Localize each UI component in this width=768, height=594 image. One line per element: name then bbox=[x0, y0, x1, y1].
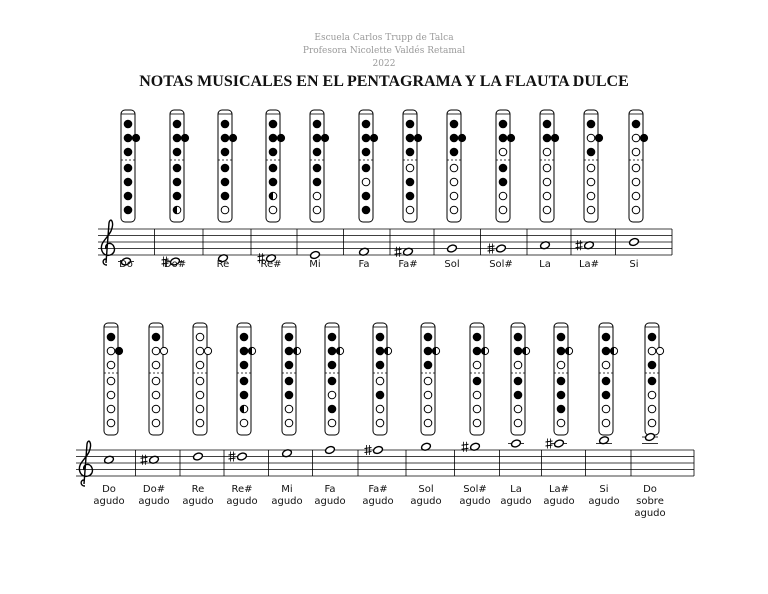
note-label: Sol bbox=[418, 484, 434, 495]
finger-hole-6 bbox=[124, 192, 132, 200]
note-cell bbox=[543, 323, 574, 507]
finger-hole-3 bbox=[602, 361, 610, 369]
finger-hole-4 bbox=[424, 377, 432, 385]
finger-hole-1 bbox=[543, 120, 551, 128]
note-cell bbox=[588, 323, 619, 507]
finger-hole-2 bbox=[514, 347, 522, 355]
note-label: Do# bbox=[142, 484, 166, 495]
note-label: agudo bbox=[634, 508, 666, 519]
finger-hole-4 bbox=[514, 377, 522, 385]
finger-hole-4 bbox=[196, 377, 204, 385]
finger-hole-2 bbox=[543, 134, 551, 142]
finger-hole-7 bbox=[313, 206, 321, 214]
note-label: Mi bbox=[309, 259, 321, 270]
thumb-hole bbox=[115, 347, 122, 354]
finger-hole-6 bbox=[152, 405, 160, 413]
note-label: Do bbox=[102, 484, 116, 495]
finger-hole-1 bbox=[376, 333, 384, 341]
finger-hole-7 bbox=[107, 419, 115, 427]
finger-hole-6 bbox=[648, 405, 656, 413]
finger-hole-7 bbox=[450, 206, 458, 214]
finger-hole-2 bbox=[328, 347, 336, 355]
finger-hole-7 bbox=[514, 419, 522, 427]
thumb-hole bbox=[370, 134, 377, 141]
finger-hole-6 bbox=[424, 405, 432, 413]
treble-clef-icon bbox=[101, 220, 114, 265]
finger-hole-2 bbox=[240, 347, 248, 355]
staff-row-1 bbox=[98, 110, 672, 270]
note-head bbox=[554, 439, 565, 448]
finger-hole-7 bbox=[473, 419, 481, 427]
note-label: La bbox=[510, 484, 522, 495]
note-head bbox=[511, 439, 522, 448]
thumb-hole bbox=[160, 347, 167, 354]
note-label: Sol bbox=[444, 259, 460, 270]
finger-hole-5 bbox=[196, 391, 204, 399]
finger-hole-3 bbox=[543, 148, 551, 156]
sharp-stroke bbox=[141, 461, 148, 462]
treble-clef-icon bbox=[79, 441, 92, 486]
finger-hole-6 bbox=[285, 405, 293, 413]
sharp-stroke bbox=[258, 256, 265, 257]
finger-hole-4 bbox=[240, 377, 248, 385]
note-cell bbox=[629, 110, 648, 270]
note-label: agudo bbox=[362, 496, 394, 507]
sharp-stroke bbox=[576, 247, 583, 248]
finger-hole-3 bbox=[473, 361, 481, 369]
finger-hole-3 bbox=[107, 361, 115, 369]
finger-hole-5 bbox=[632, 178, 640, 186]
finger-hole-1 bbox=[362, 120, 370, 128]
finger-hole-4 bbox=[632, 164, 640, 172]
thumb-hole bbox=[551, 134, 558, 141]
finger-hole-6 bbox=[543, 192, 551, 200]
note-cell bbox=[410, 323, 441, 507]
note-cell bbox=[576, 110, 603, 270]
finger-hole-3 bbox=[285, 361, 293, 369]
finger-hole-6 bbox=[107, 405, 115, 413]
thumb-hole bbox=[656, 347, 663, 354]
finger-hole-3 bbox=[152, 361, 160, 369]
finger-hole-5 bbox=[221, 178, 229, 186]
finger-hole-6 bbox=[473, 405, 481, 413]
note-label: La# bbox=[548, 484, 570, 495]
finger-hole-2 bbox=[313, 134, 321, 142]
finger-hole-5 bbox=[557, 391, 565, 399]
finger-hole-1 bbox=[328, 333, 336, 341]
finger-hole-4 bbox=[587, 164, 595, 172]
thumb-hole bbox=[507, 134, 514, 141]
finger-hole-1 bbox=[450, 120, 458, 128]
note-head bbox=[447, 244, 458, 253]
sharp-stroke bbox=[546, 445, 553, 446]
finger-hole-5 bbox=[124, 178, 132, 186]
thumb-hole bbox=[229, 134, 236, 141]
note-cell bbox=[362, 323, 393, 507]
note-label: agudo bbox=[271, 496, 303, 507]
finger-hole-5 bbox=[328, 391, 336, 399]
finger-hole-7 bbox=[328, 419, 336, 427]
note-cell bbox=[226, 323, 257, 507]
finger-hole-5 bbox=[173, 178, 181, 186]
finger-hole-1 bbox=[648, 333, 656, 341]
finger-hole-7 bbox=[632, 206, 640, 214]
note-label: agudo bbox=[182, 496, 214, 507]
note-head bbox=[496, 244, 507, 253]
finger-hole-3 bbox=[557, 361, 565, 369]
finger-hole-1 bbox=[124, 120, 132, 128]
finger-hole-4 bbox=[269, 164, 277, 172]
finger-hole-1 bbox=[313, 120, 321, 128]
finger-hole-1 bbox=[473, 333, 481, 341]
finger-hole-5 bbox=[514, 391, 522, 399]
note-cell bbox=[271, 323, 302, 507]
finger-hole-3 bbox=[124, 148, 132, 156]
note-label: Sol# bbox=[463, 484, 487, 495]
finger-hole-5 bbox=[362, 178, 370, 186]
note-label: agudo bbox=[543, 496, 575, 507]
sharp-stroke bbox=[576, 243, 583, 244]
finger-hole-1 bbox=[632, 120, 640, 128]
thumb-hole bbox=[458, 134, 465, 141]
note-label: Do# bbox=[163, 259, 187, 270]
note-head bbox=[629, 237, 640, 246]
finger-hole-5 bbox=[587, 178, 595, 186]
finger-hole-4 bbox=[328, 377, 336, 385]
note-label: Do bbox=[119, 259, 133, 270]
finger-hole-2 bbox=[107, 347, 115, 355]
note-label: Sol# bbox=[489, 259, 513, 270]
finger-hole-4 bbox=[173, 164, 181, 172]
thumb-hole bbox=[595, 134, 602, 141]
finger-hole-5 bbox=[473, 391, 481, 399]
sharp-stroke bbox=[365, 448, 372, 449]
finger-hole-2 bbox=[285, 347, 293, 355]
finger-hole-6 bbox=[221, 192, 229, 200]
finger-hole-3 bbox=[424, 361, 432, 369]
note-label: Fa bbox=[358, 259, 370, 270]
finger-hole-6 bbox=[328, 405, 336, 413]
finger-hole-1 bbox=[499, 120, 507, 128]
note-label: La# bbox=[578, 259, 600, 270]
finger-hole-4 bbox=[124, 164, 132, 172]
finger-hole-1 bbox=[173, 120, 181, 128]
note-cell bbox=[138, 323, 169, 507]
note-label: agudo bbox=[226, 496, 258, 507]
finger-hole-6 bbox=[587, 192, 595, 200]
finger-hole-7 bbox=[424, 419, 432, 427]
finger-hole-3 bbox=[587, 148, 595, 156]
finger-hole-6 bbox=[313, 192, 321, 200]
thumb-hole bbox=[321, 134, 328, 141]
finger-hole-5 bbox=[240, 391, 248, 399]
finger-hole-7 bbox=[285, 419, 293, 427]
finger-hole-7 bbox=[587, 206, 595, 214]
note-cell bbox=[539, 110, 558, 270]
finger-hole-7 bbox=[406, 206, 414, 214]
finger-hole-5 bbox=[450, 178, 458, 186]
note-label: Fa# bbox=[398, 259, 418, 270]
finger-hole-4 bbox=[602, 377, 610, 385]
note-label: Re# bbox=[231, 484, 253, 495]
sharp-stroke bbox=[488, 250, 495, 251]
note-head bbox=[325, 445, 336, 454]
note-label: Re bbox=[216, 259, 230, 270]
finger-hole-2 bbox=[173, 134, 181, 142]
note-label: agudo bbox=[588, 496, 620, 507]
finger-hole-4 bbox=[221, 164, 229, 172]
note-label: Si bbox=[599, 484, 609, 495]
finger-hole-2 bbox=[557, 347, 565, 355]
finger-hole-4 bbox=[313, 164, 321, 172]
note-head bbox=[237, 452, 248, 461]
finger-hole-1 bbox=[406, 120, 414, 128]
finger-hole-1 bbox=[107, 333, 115, 341]
school-name: Escuela Carlos Trupp de Talca bbox=[314, 33, 454, 43]
finger-hole-7 bbox=[240, 419, 248, 427]
finger-hole-4 bbox=[152, 377, 160, 385]
note-cell bbox=[314, 323, 345, 507]
finger-hole-3 bbox=[406, 148, 414, 156]
note-label: Re# bbox=[260, 259, 282, 270]
finger-hole-7 bbox=[221, 206, 229, 214]
treble-clef-stroke bbox=[101, 220, 114, 265]
finger-hole-6 bbox=[499, 192, 507, 200]
finger-hole-7 bbox=[602, 419, 610, 427]
finger-hole-6 bbox=[173, 192, 181, 200]
finger-hole-6 bbox=[632, 192, 640, 200]
finger-hole-5 bbox=[313, 178, 321, 186]
finger-hole-2 bbox=[362, 134, 370, 142]
finger-hole-4 bbox=[107, 377, 115, 385]
finger-hole-1 bbox=[269, 120, 277, 128]
finger-hole-5 bbox=[602, 391, 610, 399]
finger-hole-6 bbox=[514, 405, 522, 413]
thumb-hole bbox=[414, 134, 421, 141]
thumb-hole bbox=[277, 134, 284, 141]
note-cell bbox=[217, 110, 237, 270]
finger-hole-5 bbox=[269, 178, 277, 186]
finger-hole-3 bbox=[328, 361, 336, 369]
finger-hole-1 bbox=[424, 333, 432, 341]
note-cell bbox=[93, 323, 124, 507]
finger-hole-6 bbox=[450, 192, 458, 200]
finger-hole-1 bbox=[557, 333, 565, 341]
finger-hole-4 bbox=[543, 164, 551, 172]
note-cell bbox=[500, 323, 531, 507]
finger-hole-2 bbox=[221, 134, 229, 142]
note-cell bbox=[182, 323, 213, 507]
finger-hole-4 bbox=[648, 377, 656, 385]
finger-hole-1 bbox=[152, 333, 160, 341]
page-title: NOTAS MUSICALES EN EL PENTAGRAMA Y LA FLAUTA DULCE bbox=[139, 73, 629, 90]
finger-hole-3 bbox=[632, 148, 640, 156]
note-label: agudo bbox=[138, 496, 170, 507]
sharp-stroke bbox=[229, 454, 236, 455]
finger-hole-2 bbox=[648, 347, 656, 355]
note-cell bbox=[162, 110, 189, 270]
finger-hole-5 bbox=[285, 391, 293, 399]
note-label: Re bbox=[191, 484, 205, 495]
finger-hole-2 bbox=[406, 134, 414, 142]
year: 2022 bbox=[372, 59, 396, 69]
finger-hole-4 bbox=[473, 377, 481, 385]
finger-hole-5 bbox=[424, 391, 432, 399]
finger-hole-5 bbox=[406, 178, 414, 186]
note-cell bbox=[444, 110, 465, 270]
thumb-hole bbox=[132, 134, 139, 141]
finger-hole-7 bbox=[152, 419, 160, 427]
note-cell bbox=[488, 110, 515, 270]
finger-hole-7 bbox=[124, 206, 132, 214]
finger-hole-7 bbox=[499, 206, 507, 214]
sharp-stroke bbox=[546, 441, 553, 442]
finger-hole-6 bbox=[557, 405, 565, 413]
finger-hole-2 bbox=[424, 347, 432, 355]
finger-hole-3 bbox=[648, 361, 656, 369]
finger-hole-7 bbox=[196, 419, 204, 427]
sharp-stroke bbox=[462, 448, 469, 449]
sharp-stroke bbox=[488, 246, 495, 247]
note-label: agudo bbox=[93, 496, 125, 507]
finger-hole-3 bbox=[240, 361, 248, 369]
finger-hole-7 bbox=[557, 419, 565, 427]
finger-hole-1 bbox=[587, 120, 595, 128]
note-cell bbox=[309, 110, 328, 270]
teacher-name: Profesora Nicolette Valdés Retamal bbox=[302, 46, 466, 56]
finger-hole-2 bbox=[499, 134, 507, 142]
finger-hole-7 bbox=[362, 206, 370, 214]
finger-hole-3 bbox=[514, 361, 522, 369]
note-label: Do bbox=[643, 484, 657, 495]
finger-hole-5 bbox=[107, 391, 115, 399]
finger-hole-2 bbox=[376, 347, 384, 355]
finger-hole-4 bbox=[406, 164, 414, 172]
finger-hole-3 bbox=[221, 148, 229, 156]
finger-hole-2 bbox=[152, 347, 160, 355]
finger-hole-2 bbox=[602, 347, 610, 355]
finger-hole-5 bbox=[376, 391, 384, 399]
finger-hole-6 bbox=[196, 405, 204, 413]
finger-hole-3 bbox=[269, 148, 277, 156]
finger-hole-2 bbox=[632, 134, 640, 142]
finger-hole-3 bbox=[499, 148, 507, 156]
note-label: Fa# bbox=[368, 484, 388, 495]
note-head bbox=[193, 452, 204, 461]
note-cell bbox=[459, 323, 490, 507]
finger-hole-3 bbox=[196, 361, 204, 369]
note-label: agudo bbox=[500, 496, 532, 507]
finger-hole-2 bbox=[587, 134, 595, 142]
finger-hole-4 bbox=[285, 377, 293, 385]
finger-hole-4 bbox=[362, 164, 370, 172]
note-label: agudo bbox=[410, 496, 442, 507]
sharp-stroke bbox=[229, 458, 236, 459]
finger-hole-1 bbox=[602, 333, 610, 341]
finger-hole-4 bbox=[499, 164, 507, 172]
finger-hole-7 bbox=[543, 206, 551, 214]
finger-hole-5 bbox=[543, 178, 551, 186]
finger-hole-1 bbox=[240, 333, 248, 341]
thumb-hole bbox=[204, 347, 211, 354]
note-label: La bbox=[539, 259, 551, 270]
finger-hole-2 bbox=[473, 347, 481, 355]
finger-hole-1 bbox=[514, 333, 522, 341]
staff-row-2 bbox=[76, 323, 694, 519]
thumb-hole bbox=[181, 134, 188, 141]
note-label: sobre bbox=[636, 496, 664, 507]
note-label: agudo bbox=[459, 496, 491, 507]
finger-hole-5 bbox=[648, 391, 656, 399]
finger-hole-4 bbox=[376, 377, 384, 385]
note-cell bbox=[634, 323, 665, 519]
finger-hole-3 bbox=[313, 148, 321, 156]
finger-hole-6 bbox=[376, 405, 384, 413]
finger-hole-4 bbox=[557, 377, 565, 385]
sharp-stroke bbox=[395, 253, 402, 254]
treble-clef-stroke bbox=[79, 441, 92, 486]
finger-hole-1 bbox=[285, 333, 293, 341]
note-label: Fa bbox=[324, 484, 336, 495]
finger-hole-3 bbox=[450, 148, 458, 156]
finger-hole-2 bbox=[269, 134, 277, 142]
finger-hole-3 bbox=[362, 148, 370, 156]
note-cell bbox=[359, 110, 378, 270]
note-cell bbox=[395, 110, 422, 270]
finger-hole-6 bbox=[362, 192, 370, 200]
sharp-stroke bbox=[462, 444, 469, 445]
finger-hole-2 bbox=[196, 347, 204, 355]
finger-hole-4 bbox=[450, 164, 458, 172]
sharp-stroke bbox=[365, 452, 372, 453]
note-label: Mi bbox=[281, 484, 293, 495]
finger-hole-2 bbox=[124, 134, 132, 142]
finger-hole-7 bbox=[376, 419, 384, 427]
note-cell bbox=[118, 110, 140, 270]
finger-hole-7 bbox=[269, 206, 277, 214]
note-cell bbox=[258, 110, 285, 270]
finger-hole-6 bbox=[406, 192, 414, 200]
finger-hole-1 bbox=[196, 333, 204, 341]
note-head bbox=[373, 445, 384, 454]
finger-hole-3 bbox=[376, 361, 384, 369]
sharp-stroke bbox=[141, 457, 148, 458]
finger-hole-3 bbox=[173, 148, 181, 156]
finger-hole-6 bbox=[602, 405, 610, 413]
note-label: Si bbox=[629, 259, 639, 270]
sharp-stroke bbox=[395, 249, 402, 250]
finger-hole-7 bbox=[648, 419, 656, 427]
finger-hole-5 bbox=[499, 178, 507, 186]
finger-hole-1 bbox=[221, 120, 229, 128]
note-label: agudo bbox=[314, 496, 346, 507]
thumb-hole bbox=[640, 134, 647, 141]
finger-hole-5 bbox=[152, 391, 160, 399]
finger-hole-2 bbox=[450, 134, 458, 142]
